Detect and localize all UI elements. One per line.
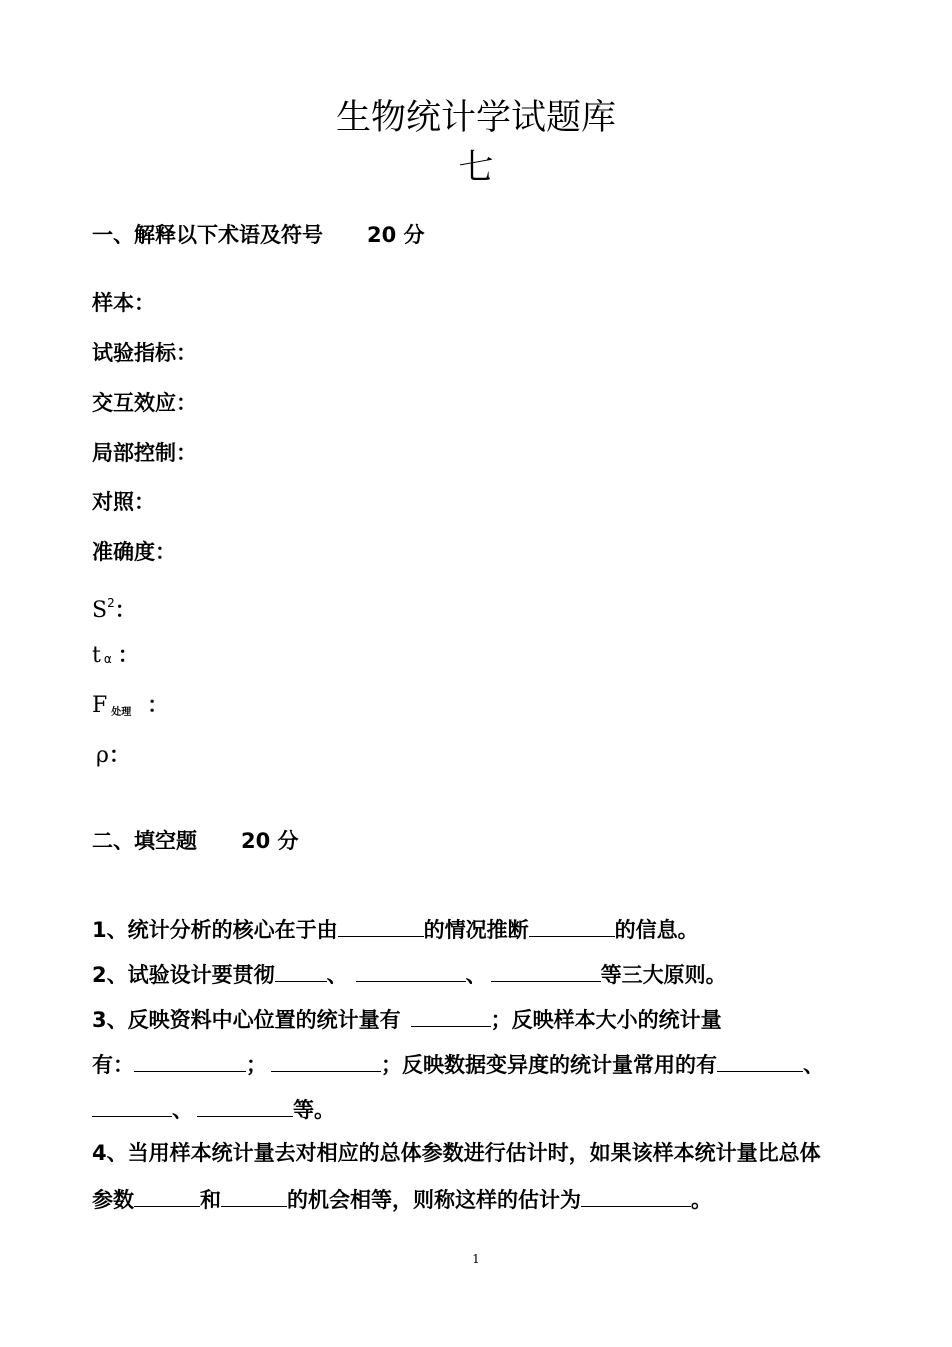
question-text: 和 <box>200 1188 221 1212</box>
symbol-subscript: 处理 <box>111 707 132 718</box>
page-number: 1 <box>472 1252 480 1266</box>
answer-blank[interactable] <box>271 1049 381 1072</box>
question-text: 、 <box>465 963 487 987</box>
question-text: ；反映数据变异度的统计量常用的有 <box>381 1053 717 1077</box>
question-text: 、 <box>172 1098 193 1122</box>
symbol-s-squared <box>92 589 136 625</box>
symbol-colon: ： <box>108 743 130 767</box>
question-text: 、 <box>803 1053 824 1077</box>
question-text: 、 <box>326 963 348 987</box>
question-text: 有： <box>92 1053 134 1077</box>
symbol-base: S <box>92 598 108 623</box>
symbol-base: t <box>92 643 101 668</box>
question-4 <box>92 1139 821 1167</box>
answer-blank[interactable] <box>275 959 327 982</box>
term-item: 试验指标： <box>92 341 197 365</box>
question-text: 参数 <box>92 1188 134 1212</box>
question-text: ； <box>246 1053 267 1077</box>
answer-blank[interactable] <box>411 1004 491 1027</box>
section1-score: 20 分 <box>367 223 425 247</box>
symbol-t-alpha <box>92 641 139 673</box>
question-2 <box>92 959 727 989</box>
question-text: 的机会相等，则称这样的估计为 <box>287 1188 581 1212</box>
question-text: ；反映样本大小的统计量 <box>490 1008 722 1032</box>
question-3-line-2 <box>92 1049 824 1079</box>
symbol-base: ρ <box>96 743 109 768</box>
question-text: 4、当用样本统计量去对相应的总体参数进行估计时，如果该样本统计量比总体 <box>92 1141 821 1165</box>
symbol-rho <box>96 741 130 770</box>
answer-blank[interactable] <box>134 1049 246 1072</box>
answer-blank[interactable] <box>356 959 466 982</box>
question-text: 。 <box>691 1188 712 1212</box>
term-item: 样本： <box>92 291 155 315</box>
term-item: 准确度： <box>92 540 176 564</box>
answer-blank[interactable] <box>221 1184 287 1207</box>
section1-heading <box>92 222 425 248</box>
symbol-subscript: α <box>103 652 112 666</box>
section1-title: 一、解释以下术语及符号 <box>92 223 323 247</box>
term-item: 交互效应： <box>92 391 197 415</box>
question-text: 2、试验设计要贯彻 <box>92 963 275 987</box>
answer-blank[interactable] <box>717 1049 803 1072</box>
question-3-line-3 <box>92 1094 335 1124</box>
question-text: 的情况推断 <box>423 918 529 942</box>
question-text: 等。 <box>293 1098 335 1122</box>
question-text: 3、反映资料中心位置的统计量有 <box>92 1008 401 1032</box>
answer-blank[interactable] <box>581 1184 691 1207</box>
answer-blank[interactable] <box>491 959 601 982</box>
symbol-base: F <box>92 693 108 718</box>
symbol-colon: ： <box>114 598 136 622</box>
answer-blank[interactable] <box>338 914 424 937</box>
answer-blank[interactable] <box>529 914 615 937</box>
answer-blank[interactable] <box>197 1094 293 1117</box>
answer-blank[interactable] <box>92 1094 172 1117</box>
section2-title: 二、填空题 <box>92 829 197 853</box>
symbol-f-treatment <box>92 691 168 727</box>
question-text: 等三大原则。 <box>600 963 727 987</box>
document-title: 生物统计学试题库 <box>335 98 616 138</box>
question-1 <box>92 914 699 944</box>
symbol-colon: ： <box>117 643 139 667</box>
section2-heading <box>92 828 299 854</box>
question-4-line-2 <box>92 1184 712 1214</box>
question-text: 1、统计分析的核心在于由 <box>92 918 338 942</box>
document-subtitle: 七 <box>458 148 494 188</box>
term-item: 局部控制： <box>92 441 197 465</box>
question-3 <box>92 1004 722 1034</box>
symbol-colon: ： <box>147 693 169 717</box>
term-item: 对照： <box>92 490 155 514</box>
section2-score: 20 分 <box>241 829 299 853</box>
question-text: 的信息。 <box>614 918 699 942</box>
answer-blank[interactable] <box>134 1184 200 1207</box>
symbol-superscript: 2 <box>107 596 115 610</box>
